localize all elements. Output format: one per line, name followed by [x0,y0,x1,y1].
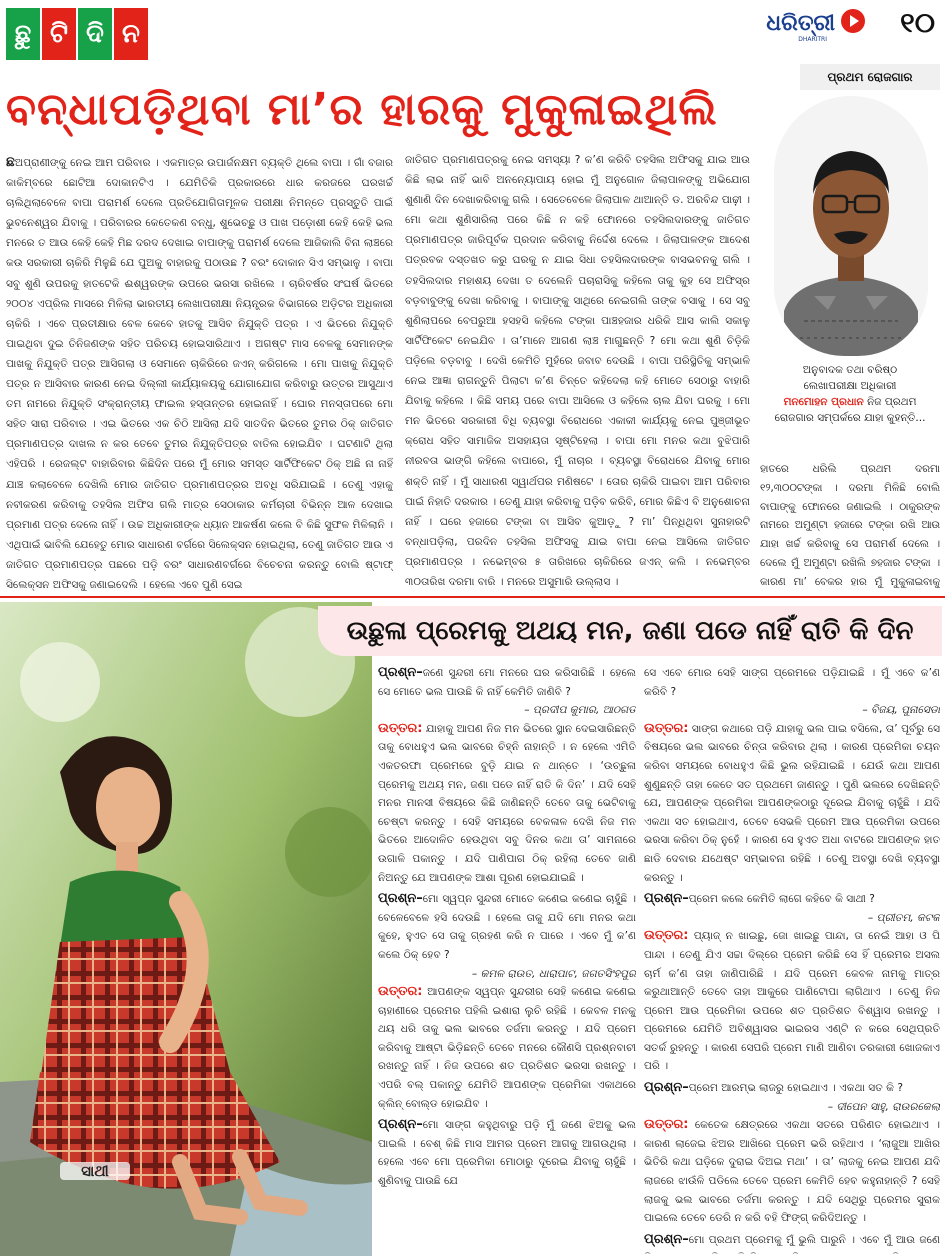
question-text: ପ୍ରେମ କଲେ କେମିତି ଲାଗେ କହିବେ କି ସାଥୀ ? [688,893,875,906]
play-icon [841,9,865,33]
qa-item [644,1079,940,1228]
qa-item [644,664,940,887]
question-asker: – ପ୍ରଦୀପ କୁମାର, ଆଠଗଡ [524,704,636,717]
story1-col1-text: ଅପ୍ରାଣୀଙ୍କୁ ନେଇ ଆମ ପରିବାର । ଏକମାତ୍ର ଉପାର୍ଜନକ୍ଷମ ବ୍ୟକ୍ତି ଥିଲେ ବାପା । ଗାଁ ବଜାର କାକିମ୍ବରେ ଛୋଟିଆ ଦୋକାନଟିଏ । ଯେମିତିକି ପ୍ରକାରରେ ଧାର କରଜରେ ଘରଖର୍ଚ୍ଚ ଚାଲିଥିଲାବେଳେ ବାପା ପରାମର୍ଶ ଦେଲେ ପ୍ରତିଯୋଗିତାମୂଳକ ପରୀକ୍ଷା ନିମନ୍ତେ ପ୍ରସ୍ତୁତି ପାଇଁ ଭୁବନେଶ୍ୱର ଯିବାକୁ । ପରିବାରର କେତେକଣ ବନ୍ଧୁ, ଶୁଭେଚ୍ଛୁ ଓ ପାଖ ପଡ଼ୋଶୀ କେହି କେହି ଭଲ ମନରେ ତ ଆଉ କେହି କେହି ମିଛ ଦରଦ ଦେଖାଇ ବାପାଙ୍କୁ ପରାମର୍ଶ ଦେଲେ ଆଜିକାଲି ବିନା ଲାଞ୍ଚରେ କଉ ସରକାରୀ ଚାକିରି ମିଳୁଛି ଯେ ପୁଅକୁ ବାହାରକୁ ପଠାଉଛ ? ବରଂ ଦୋକାନ ସିଏ ସମ୍ଭାଳୁ । ବାପା ସବୁ ଶୁଣି ଉପରକୁ ହାତଟେକି ଈଶ୍ୱରଙ୍କ ଉପରେ ଭରସା ରଖିଲେ । ଚାରିବର୍ଷର ସଂଘର୍ଷ ଭିତରେ ୨୦୦୪ ଏପ୍ରିଲ ମାସରେ ମିଳିଲା ଭାରତୀୟ ଲେଖାପରୀକ୍ଷା ନିୟନ୍ତ୍ରକ ବିଭାଗରେ ଅଡ଼ିଟର ଅଧିକାରୀ ଚାକିରି । ଏବେ ପ୍ରତୀକ୍ଷାର ବେଳ କେବେ ହାତକୁ ଆସିବ ନିଯୁକ୍ତି ପତ୍ର । ଏ ଭିତରେ ନିଯୁକ୍ତି ପାଇଥିବା ଦୁଇ ତିନିଜଣଙ୍କ ସହିତ ପରିଚୟ ହୋଇସାରିଥାଏ । ଅଗଷ୍ଟ ମାସ ବେଳକୁ ସେମାନଙ୍କ ପାଖକୁ ନିଯୁକ୍ତି ପତ୍ର ଆସିଗଲା ଓ ସେମାନେ ଚାକିରିରେ ଜଏନ୍ କରିଗଲେ । ମୋ ପାଖକୁ ନିଯୁକ୍ତି ପତ୍ର ନ ଆସିବାର କାରଣ ନେଇ ଦିଲ୍ଲୀ କାର୍ଯ୍ୟାଳୟକୁ ଯୋଗାଯୋଗ କରିବାରୁ ଉତ୍ତର ଆସୁଥାଏ ତମ ନାମରେ ନିଯୁକ୍ତି ସଂକ୍ରାନ୍ତୀୟ ଫାଇଲ ହସ୍ତାନ୍ତର ହୋଇନାହିଁ । ଘୋର ମନସ୍ତାପରେ ମୋ ସହିତ ସାରା ପରିବାର । ଏଇ ଭିତରେ ଏକ ଚିଠି ଆସିଲା ଯଦି ସାତଦିନ ଭିତରେ ତୁମର ଠିକ୍ ଜାତିଗତ ପ୍ରମାଣପତ୍ର ଦାଖଲ ନ କର ତେବେ ତୁମର ନିଯୁକ୍ତିପତ୍ର ବାତିଲ ହୋଇଯିବ । ଘଟଣାଟି ଥିଲା ଏହିପରି । ରେଜଲ୍ଟ ବାହାରିବାର କିଛିଦିନ ପରେ ମୁଁ ମୋର ସମସ୍ତ ସାର୍ଟିଫିକେଟ ଠିକ୍ ଅଛି ନା ନାହିଁ ଯାଞ୍ଚ କଲାବେଳେ ଦେଖିଲି ମୋର ଜାତିଗତ ପ୍ରମାଣପତ୍ରର ଅବଧି ସରିଯାଇଛି । ତେଣୁ ଏହାକୁ ନବୀକରଣ କରିବାକୁ ତହସିଲ ଅଫିସ ଗଲି ମାତ୍ର ସେଠାକାର କର୍ମଚାରୀ ବିଭିନ୍ନ ଆଳ ଦେଖାଇ ପ୍ରମାଣ ପତ୍ର ଦେଲେ ନାହିଁ । ଉଚ୍ଚ ଅଧିକାରୀଙ୍କ ଧ୍ୟାନ ଆକର୍ଷଣ କଲେ ବି କିଛି ସୁଫଳ ମିଳିଲାନି । ଏଥିପାଇଁ ଭାବିଲି ଯେହେତୁ ମୋର ସାଧାରଣ ବର୍ଗରେ ସିଲେକ୍ସନ ହୋଇଥିଲା, ତେଣୁ ଜାତିଗତ ଆଉ ଏ ଜାତିଗତ ପ୍ରମାଣପତ୍ର ପଛରେ ପଡ଼ି ବରଂ ସାଧାରଣବର୍ଗରେ ବିଚେଚନା କରନ୍ତୁ ବୋଲି ଷ୍ଟାଫ୍ ସିଲେକ୍ସନ ଅଫିସକୁ ଜଣାଇଦେଲି । ହେଲେ ଏବେ ପୁଣି ସେଇ [6,157,393,591]
answer-label: ଉତ୍ତର: [378,984,423,1000]
author-caption-end: ରୋଜଗାର ସମ୍ପର୍କରେ ଯାହା କୁହନ୍ତି... [774,412,926,424]
author-name-line [760,394,940,410]
page-number: ୧୦ [900,6,935,39]
section-tab-4: ନ [114,8,148,60]
question-text: ମୋ ସାଙ୍ଗ କହୁଥିବାରୁ ପଡ଼ି ମୁଁ ଜଣେ ଝିଅକୁ ଭଲ ପାଇଲି । ବେଶ୍ କିଛି ମାସ ଆମର ପ୍ରେମ ଆଗକୁ ଆଗଉଥିଲା । ହେଲେ ଏବେ ମୋ ପ୍ରେମିକା ମୋଠାରୁ ଦୂରେଇ ଯିବାକୁ ଚାହୁଁଛି । ଶୁଣିବାକୁ ପାଉଛି ଯେ [378,1119,636,1188]
author-name: ମନମୋହନ ପ୍ରଧାନ [783,396,864,408]
question-text: ମୋ ପ୍ରଥମ ପ୍ରେମକୁ ମୁଁ ଭୁଲି ପାରୁନି । ଏବେ ମୁଁ ଆଉ ଜଣେ [688,1233,940,1246]
answer-text: କେତେକ କ୍ଷେତ୍ରରେ ଏକଥା ସତରେ ପରିଣତ ହୋଇଥାଏ । କାରଣ ଲାଜେଇ ଝିଅର ଆଖିରେ ପ୍ରେମ ଭରି ରହିଥାଏ । ‘ଲାଜୁଆ ଆଖିର ଭିତିରି କଥା ଘଡ଼ିକେ ଦୁରାଇ ଦିଅଇ ମଥା’ । ତା’ ଲାଜକୁ ନେଇ ଆପଣ ଯଦି ଲାଜରେ ଝାଉଁଳି ପଡିଲେ ତେବେ ପ୍ରେମ କେମିତି ହେବ କହୁନାହାନ୍ତି ? ସେହି ଲାଜକୁ ଭଲ ଭାବରେ ତର୍ଜମା କରନ୍ତୁ । ଯଦି ସେଥିରୁ ପ୍ରେମର ସୁରାକ ପାଇଲେ ତେବେ ଡେରି ନ କରି ବହି ଫିଙ୍ଗ୍ କରିଦିଅନ୍ତୁ । [644,1119,940,1225]
qa-item [644,1231,940,1254]
answer-label: ଉତ୍ତର: [644,720,689,736]
story2-headline: ଉଛୁଳା ପ୍ରେମକୁ ଅଥୟ ମନ, ଜଣା ପଡେ ନାହିଁ ରାତି କି ଦିନ [318,606,942,656]
question-asker: – ଦୀପେନ ସାହୁ, ରାଉରକେଲା [827,1100,940,1113]
photo-credit: ସାଥୀ [60,1162,130,1180]
author-title-2: ଲେଖାପରୀକ୍ଷା ଅଧିକାରୀ [803,380,897,392]
answer-label: ଉତ୍ତର: [644,928,689,944]
answer-label: ଉତ୍ତର: [644,1117,689,1133]
question-label: ପ୍ରଶ୍ନ– [644,1231,689,1247]
section-title-chhutidina [6,8,148,60]
qa-item [378,890,636,1113]
section-tab-2: ଟି [42,8,76,60]
question-asker: – ପ୍ରୀତମ, କଟକ [867,911,940,924]
story1-column-2: ଜାତିଗତ ପ୍ରମାଣପତ୍ରକୁ ନେଇ ସମସ୍ୟା ? କ’ଣ କରିବି ତହସିଲ ଅଫିସକୁ ଯାଇ ଆଉ କିଛି ଲାଭ ନାହିଁ ଭାବି ଅନନ୍ୟୋପାୟ ହୋଇ ମୁଁ ଅନୁଗୋଳ ଜିଲାପାଳଙ୍କୁ ଅଭିଯୋଗ ଶୁଣାଣି ଦିନ ଦେଖାକରିବାକୁ ଗଲି । ସେତେବେଳେ ଜିଲାପାଳ ଥାଆନ୍ତି ଡ. ଅରବିନ୍ଦ ପାଢ଼ୀ । ମୋ କଥା ଶୁଣିସାରିଲା ପରେ କିଛି ନ କହି ଫୋନରେ ତହସିଲଦାରଙ୍କୁ ଜାତିଗତ ପ୍ରମାଣପତ୍ର ଜାରିପୂର୍ବକ ପ୍ରଦାନ କରିବାକୁ ନିର୍ଦ୍ଦେଶ ଦେଲେ । ଜିଲାପାଳଙ୍କ ଆଦେଶ ପତ୍ରବକ ଦସ୍ତଖତ କରୁ ଘରକୁ ନ ଯାଇ ସିଧା ତହସିଲଦାରଙ୍କ ବାସଭବନକୁ ଗଲି । ତହସିଲଦାର ମହାଶୟ ଦେଖା ତ ଦେଲେନି ପଚାରାସିକୁ କହିଲେ ତାକୁ କୁହ ସେ ଅଫିସ୍‌ର ବଡ଼ବାବୁଙ୍କୁ ଦେଖା କରିବାକୁ । ବାପାଙ୍କୁ ସାଥିରେ ନେଇଗଲି ତାଙ୍କ ବସାକୁ । ସେ ସବୁ ଶୁଣିଲାପରେ ବେପରୁଆ ହସହସି କହିଲେ ଟଙ୍କା ପାଞ୍ଚହଜାର ଧରିକି ଆସ କାଲି ସକାଳୁ ସାର୍ଟିଫିକେଟ ନେଇଯିବ । ତା’ମାନେ ଆଗଣ ଲାଞ୍ଚ ମାଗୁଛନ୍ତି ? ମୋ କଥା ଶୁଣି ଚିଡ଼ିକି ପଡ଼ିଲେ ବଡ଼ବାବୁ । ଦେଖି କେମିତି ମୁହଁରେ ଜବାବ ଦେଉଛି । ବାପା ପରିସ୍ଥିତିକୁ ସମ୍ଭାଳି ନେଇ ଆଜ୍ଞା ରାଗନ୍ତୁନି ପିଲାଟା କ’ଣ ଚିନ୍ତେ କହିଦେଲା କହି ମୋତେ ସେଠାରୁ ବାହାରି ଯିବାକୁ କହିଲେ । କିଛି ସମୟ ପରେ ବାପା ଆସିଲେ ଓ କହିଲେ ଚାଲ ଯିବା ଘରକୁ । ମୋ ମନ ଭିତରେ ସରକାରୀ ବିଧି ବ୍ୟବସ୍ଥା ବିରୋଧରେ ଏକାକୀ କାର୍ଯ୍ୟକୁ ନେଇ ପୁଞ୍ଜୀଭୂତ କ୍ରୋଧ ସହିତ ସାମାଜିକ ଅସହାୟତା ସୃଷ୍ଟିହେଲା । ବାପା ମୋ ମନର କଥା ବୁଝିପାରି ନୀରବତା ଭାଙ୍ଗି କହିଲେ ବାପାରେ, ମୁଁ ନାଚାର । ବ୍ୟବସ୍ଥା ବିରୋଧରେ ଯିବାକୁ ମୋର ଶକ୍ତି ନାହିଁ । ମୁଁ ସାଧାରଣ ସ୍ୱାର୍ଥପର ମଣିଷଟେ । ତୋର ଚାକିରି ପାଇବା ଆମ ପରିବାର ପାଇଁ ନିହାତି ଦରକାର । ତେଣୁ ଯାହା କରିବାକୁ ପଡ଼ିବ କରିବି, ମୋର କିଛିଏ ବି ଅନୁଶୋଚନା ନାହିଁ । ଘରେ ହଜାରେ ଟଙ୍କା ବା ଆସିବ କୁଆଡ଼ୁ ? ମା’ ପିନ୍ଧିଥିବା ସୁନାହାରଟି ବନ୍ଧାପଡ଼ିଲା, ପରଦିନ ତହସିଲ ଅଫିସକୁ ଯାଇ ବାପା ନେଇ ଆସିଲେ ଜାତିଗତ ପ୍ରମାଣପତ୍ର । ନଭେମ୍ବର ୫ ତାରିଖରେ ଚାକିରିରେ ଜଏନ୍ କଲି । ନଭେମ୍ବର ୩୦ତାରିଖ ଦରମା ବାରି । ମନରେ ଅସୁମାରି ଉଲ୍ଲାସ । [405,154,750,588]
profile-box [760,64,940,452]
story1-dropcap: ଛ [6,154,15,170]
question-text: ପ୍ରେମ ଆରମ୍ଭ ଲାଜରୁ ହୋଇଥାଏ । ଏକଥା ସତ କି ? [688,1082,903,1095]
story1-headline: ବନ୍ଧାପଡ଼ିଥିବା ମା’ର ହାରକୁ ମୁକୁଳାଇଥିଲି [6,84,718,135]
answer-text: ଆପଣଙ୍କ ସ୍ୱପ୍ନ ସୁନ୍ଦରୀର ସେହି କଣେଇ କଣେଇ ଚାହାଣୀରେ ପ୍ରେମର ପହିଲି ଇଶାରା ଲୁଚି ରହିଛି । କେବଳ ମନକୁ ଥୟ ଧରି ତାକୁ ଭଲ ଭାବରେ ତର୍ଜମା କରନ୍ତୁ । ଯଦି ପ୍ରେମ କରିବାକୁ ଆଷ୍ଟା ଭିଡ଼ିଛନ୍ତି ତେବେ ମନରେ କୌଣସି ପ୍ରଶ୍ନବାଚୀ ରଖନ୍ତୁ ନାହିଁ । ନିଜ ଉପରେ ଶତ ପ୍ରତିଶତ ଭରସା ରଖନ୍ତୁ । ଏପରି ବଲ୍ ପକାନ୍ତୁ ଯେମିତି ଆପଣଙ୍କ ପ୍ରେମିକା ଏକାଥରେ କ୍ଲିନ୍ ବୋଲ୍ଡ ହୋଇଯିବ । [378,986,636,1110]
author-title-1: ଅନୁବାଦକ ତଥା ବରିଷ୍ଠ [802,364,898,376]
model-photo-illustration [0,602,372,1256]
story1-column-3: ହାତରେ ଧରିଲି ପ୍ରଥମ ଦରମା ୧୨,୩୦୦ଟଙ୍କା । ଦରମା ମିଳିଛି ବୋଲି ବାପାଙ୍କୁ ଫୋନରେ ଜଣାଇଲି । ଠାକୁରଙ୍କ ନାମରେ ଅମୁଣ୍ଟା ହଜାରେ ଟଙ୍କା ରଖି ଆଉ ଯାହା ଖର୍ଚ୍ଚ କରିବାକୁ ସେ ପରାମର୍ଶ ଦେଲେ । ଦେଲେ ମୁଁ ଅମୁଣ୍ଟା ରଖିଲି ୭ହଜାର ଟଙ୍କା । କାରଣ ମା’ ବେକର ହାର ମୁଁ ମୁକୁଳାଇବାକୁ [760,463,940,588]
section-tab-1: ଛୁ [6,8,40,60]
question-label: ପ୍ରଶ୍ନ– [378,665,423,680]
author-name-suffix: ନିଜ ପ୍ରଥମ [863,396,917,408]
page-header [0,0,945,68]
answer-text: ସାଙ୍ଗ କଥାରେ ପଡ଼ି ଯାହାକୁ ଭଲ ପାଇ ବସିଲେ, ତା’ ପୂର୍ବରୁ ସେ ବିଷୟରେ ଭଲ ଭାବରେ ଚିନ୍ତା କରିବାର ଥିଲା । କାରଣ ପ୍ରେମିକା ଚୟନ କରିବା ସମୟରେ ବୋଧହୁଏ କିଛି ଭୁଲ ରହିଯାଇଛି । ଯେଉଁ କଥା ଆପଣ ଶୁଣୁଛନ୍ତି ତାହା କେତେ ସତ ପ୍ରଥମେ ଜାଣନ୍ତୁ । ପୁଣି ଭଲରେ ଦେଖିଛନ୍ତି ଯେ, ଆପଣଙ୍କ ପ୍ରେମିକା ଆପଣଙ୍କଠାରୁ ଦୂରେଇ ଯିବାକୁ ଚାହୁଁଛି । ଯଦି ଏକଥା ସତ ହୋଇଥାଏ, ତେବେ ସେଭଳି ପ୍ରେମ ଆଉ ପ୍ରେମିକା ଉପରେ ଭରସା କରିବା ଠିକ୍ ନୁହେଁ । କାରଣ ସେ ହୁଏତ ଅଧା ବାଟରେ ଆପଣଙ୍କ ହାତ ଛାଡି ଦେବାର ଯଥେଷ୍ଟ ସମ୍ଭାବନା ରହିଛି । ତେଣୁ ଅବସ୍ଥା ଦେଖି ବ୍ୟବସ୍ଥା କରନ୍ତୁ । [644,722,940,884]
answer-text: ଯାହାକୁ ଆପଣ ନିଜ ମନ ଭିତରେ ସ୍ଥାନ ଦେଇସାରିଛନ୍ତି ତାକୁ ବୋଧହୁଏ ଭଲ ଭାବରେ ଚିହ୍ନି ନାହାନ୍ତି । ନ ହେଲେ ଏମିତି ଏକତରଫା ପ୍ରେମରେ ବୁଡ଼ି ଯାଇ ନ ଥାନ୍ତେ । ‘ଉଚ୍ଛୁଳା ପ୍ରେମକୁ ଅଥୟ ମନ, ଜଣା ପଡେ ନାହିଁ ରାତି କି ଦିନ’ । ଯଦି ସେହି ମନର ମାନସୀ ବିଷୟରେ କିଛି ଜାଣିଛନ୍ତି ତେବେ ତାକୁ ଭେଟିବାକୁ ଚେଷ୍ଟା କରନ୍ତୁ । ସେହି ସମୟରେ ବେକଳାଳ ଦେଖି ନିଜ ମନ ଭିତରେ ଆଦୋଳିତ ହେଉଥିବା ସବୁ ଦିନର କଥା ତା’ ସାମନାରେ ଉଗାଳି ପକାନ୍ତୁ । ଯଦି ପାଣିପାଗ ଠିକ୍ ରହିଲା ତେବେ ଜାଣି ନିଅନ୍ତୁ ଯେ ଆପଣଙ୍କ ଆଶା ପୂରଣ ହୋଇଯାଇଛି । [378,722,636,884]
answer-text: ପ୍ୟାଜ୍ ନ ଖାଇଛୁ, ଜୋ ଖାଇଛୁ ପାନ୍ଦା, ତା ନେଇଁ ଆହା ଓ ପି ପାନ୍ଦା । ତେଣୁ ଯିଏ ସଚ୍ଚା ଦିଲ୍‌ରେ ପ୍ରେମ କରିଛି ସେ ହିଁ ପ୍ରେମର ଅସଲ ଚାର୍ମ କ’ଣ ତାହା ଜାଣିପାରିଛି । ଯଦି ପ୍ରେମ କେବଳ ନାମକୁ ମାତ୍ର କରୁଥାଆନ୍ତି ତେବେ ତାହା ଆକୁରେ ପାଣିଟୋପା ଲାଗିଥାଏ । ତେଣୁ ନିଜ ପ୍ରେମ ଆଉ ପ୍ରେମିକା ଉପରେ ଶତ ପ୍ରତିଶତ ବିଶ୍ୱାସ ରଖନ୍ତୁ । ପ୍ରେମରେ ଯେମିତି ଅବିଶ୍ୱାସର ଭାଇରସ ଏଣ୍ଟି ନ କରେ ସେଥିପ୍ରତି ସତର୍କ ରୁହନ୍ତୁ । କାରଣ ସେପରି ପ୍ରେମ ମାଣି ଆଣିବା ତରକାରୀ ଖୋଜକାଏ ପରି । [644,930,940,1073]
qa-item [378,664,636,887]
author-caption [760,362,940,426]
question-asker: – କମଳ ରାଉତ, ଧାରାପାଟ, ଜଗତସିଂହପୁର [471,967,636,980]
model-photo [0,602,372,1256]
newspaper-logo-sub: DHARITRI [798,36,827,43]
question-label: ପ୍ରଶ୍ନ– [378,1117,423,1133]
question-text-continued: ସେ ଏବେ ମୋର ସେହି ସାଙ୍ଗ ପ୍ରେମରେ ପଡ଼ିଯାଇଛି । ମୁଁ ଏବେ କ’ଣ କରିବି ? [644,667,940,698]
qa-item [644,890,940,1076]
profile-tag: ପ୍ରଥମ ରୋଜଗାର [800,64,940,90]
question-label: ପ୍ରଶ୍ନ– [378,891,423,907]
qa-column-2 [644,664,940,1254]
qa-item [378,1116,636,1190]
section-divider [0,596,945,598]
question-asker: – ବିଜୟ, ପୁନାସେଡା [862,704,940,717]
answer-label: ଉତ୍ତର: [378,720,423,736]
question-label: ପ୍ରଶ୍ନ– [644,1080,689,1096]
story1-column-1 [6,152,393,592]
author-photo [774,96,928,356]
question-text: ଜଣେ ସୁନ୍ଦରୀ ମୋ ମନରେ ଘର କରିସାରିଛି । ହେଲେ ସେ ମୋତେ ଭଲ ପାଉଛି କି ନାହିଁ କେମିତି ଜାଣିବି ? [378,667,636,698]
author-portrait-illustration [774,96,928,356]
qa-column-1 [378,664,636,1254]
question-label: ପ୍ରଶ୍ନ– [644,891,689,907]
newspaper-logo: ଧରିତ୍ରୀ [766,10,835,36]
section-tab-3: ଦି [78,8,112,60]
question-text: ମୋ ସ୍ୱପ୍ନ ସୁନ୍ଦରୀ ମୋତେ କଣେଇ କଣେଇ ଚାହୁଁଛି । ବେଳେବେଳେ ହସି ଦେଉଛି । ହେଲେ ତାକୁ ଯଦି ମୋ ମନର କଥା କୁହେ, ହୁଏତ ସେ ତାକୁ ଗ୍ରହଣ କରି ନ ପାରେ । ଏବେ ମୁଁ କ’ଣ କଲେ ଠିକ୍ ହେବ ? [378,893,636,961]
